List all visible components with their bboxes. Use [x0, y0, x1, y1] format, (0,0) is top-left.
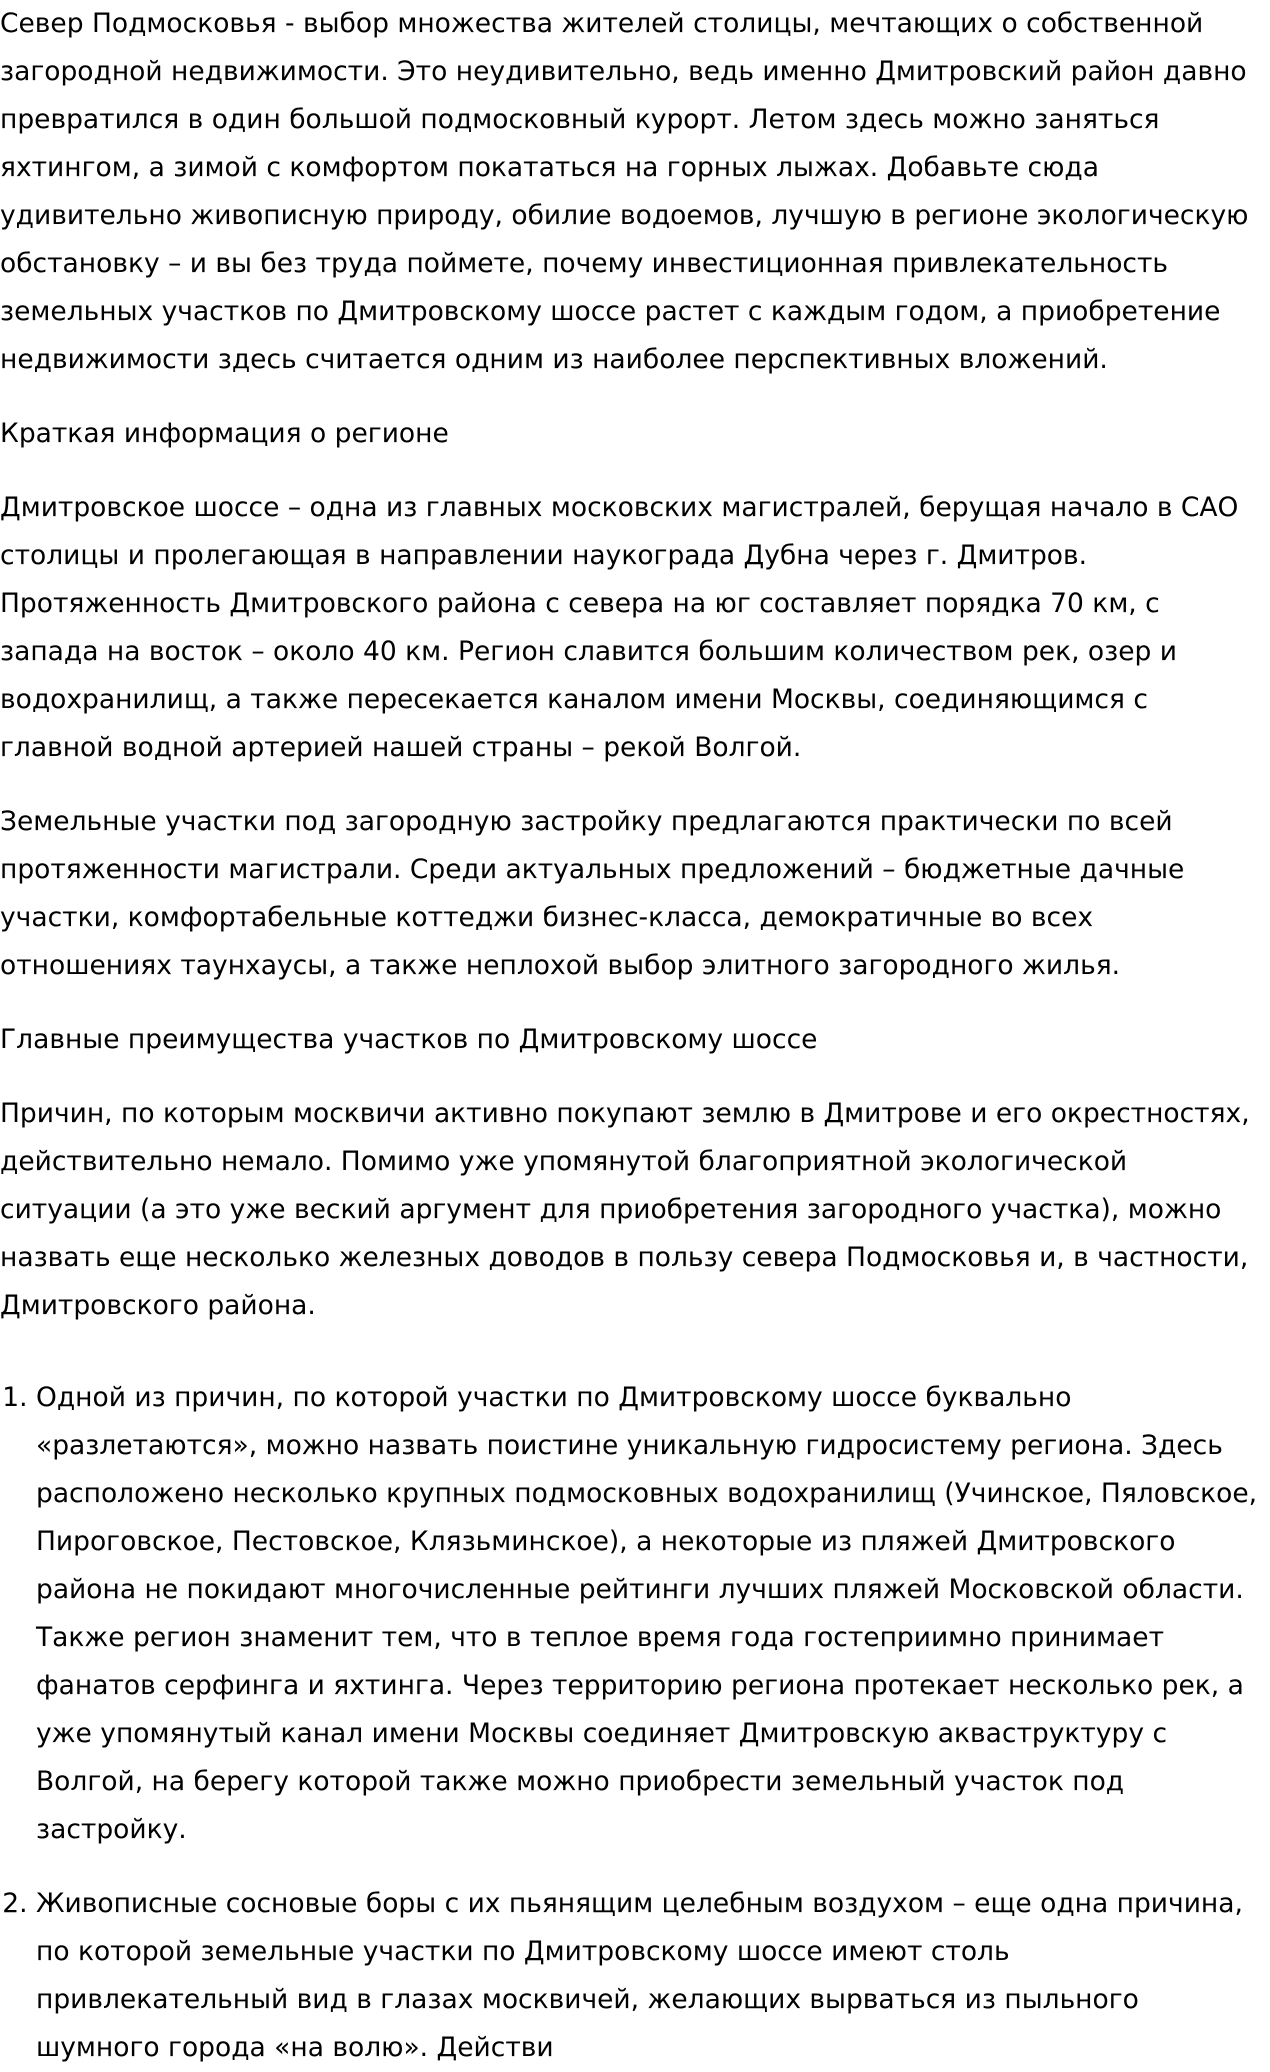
list-item: 1. Одной из причин, по которой участки по Дмитровскому шоссе буквально «разлетаются», можно назвать поистине уникальную гидросистему региона. Здесь расположено несколько крупных подмосковных водохранилищ (Учинское, Пяловское, Пироговское, Пестовское, Клязьминское), а некоторые из пляжей Дмитровского района не покидают многочисленные рейтинги лучших пляжей Московской области. Также регион знаменит тем, что в теплое время года гостеприимно принимает фанатов серфинга и яхтинга. Через территорию региона протекает несколько рек, а уже упомянутый канал имени Москвы соединяет Дмитровскую акваструктуру с Волгой, на берегу которой также можно приобрести земельный участок под застройку. — [36, 1374, 1262, 1854]
list-item: 2. Живописные сосновые боры с их пьянящим целебным воздухом – еще одна причина, по которой земельные участки по Дмитровскому шоссе имеют столь привлекательный вид в глазах москвичей, желающих вырваться из пыльного шумного города «на волю». Действи — [36, 1880, 1262, 2072]
land-offers-paragraph: Земельные участки под загородную застройку предлагаются практически по всей протяженности магистрали. Среди актуальных предложений – бюджетные дачные участки, комфортабельные коттеджи бизнес-класса, демократичные во всех отношениях таунхаусы, а также неплохой выбор элитного загородного жилья. — [0, 806, 1185, 981]
section-heading-region-info: Краткая информация о регионе — [0, 418, 449, 449]
intro-paragraph: Север Подмосковья - выбор множества жителей столицы, мечтающих о собственной загородной недвижимости. Это неудивительно, ведь именно Дмитровский район давно превратился в один большой подмосковный курорт. Летом здесь можно заняться яхтингом, а зимой с комфортом покататься на горных лыжах. Добавьте сюда удивительно живописную природу, обилие водоемов, лучшую в регионе экологическую обстановку – и вы без труда поймете, почему инвестиционная привлекательность земельных участков по Дмитровскому шоссе растет с каждым годом, а приобретение недвижимости здесь считается одним из наиболее перспективных вложений. — [0, 8, 1249, 375]
advantages-list — [0, 1374, 1262, 2072]
reasons-paragraph: Причин, по которым москвичи активно покупают землю в Дмитрове и его окрестностях, действительно немало. Помимо уже упомянутой благоприятной экологической ситуации (а это уже веский аргумент для приобретения загородного участка), можно назвать еще несколько железных доводов в пользу севера Подмосковья и, в частности, Дмитровского района. — [0, 1098, 1250, 1321]
region-description-paragraph: Дмитровское шоссе – одна из главных московских магистралей, берущая начало в САО столицы и пролегающая в направлении наукограда Дубна через г. Дмитров. Протяженность Дмитровского района с севера на юг составляет порядка 70 км, с запада на восток – около 40 км. Регион славится большим количеством рек, озер и водохранилищ, а также пересекается каналом имени Москвы, соединяющимся с главной водной артерией нашей страны – рекой Волгой. — [0, 492, 1239, 763]
section-heading-advantages: Главные преимущества участков по Дмитровскому шоссе — [0, 1024, 818, 1055]
